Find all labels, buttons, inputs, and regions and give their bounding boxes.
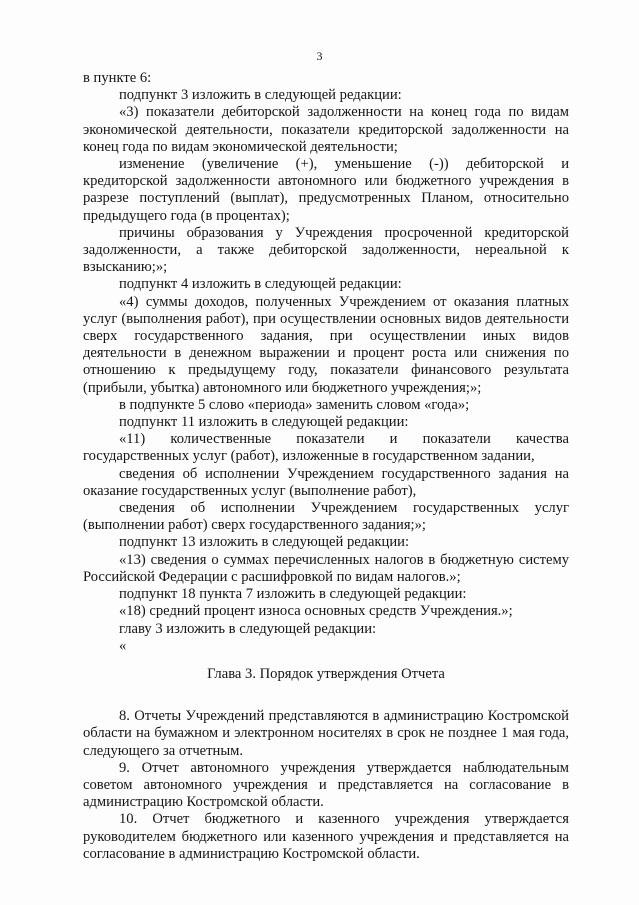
paragraph: главу 3 изложить в следующей редакции:: [119, 620, 377, 637]
opening-quote-mark: «: [119, 637, 127, 654]
paragraph: сведения об исполнении Учреждением государственных услуг (выполнении работ) сверх государственного задания;»;: [83, 500, 569, 534]
paragraph: изменение (увеличение (+), уменьшение (-)) дебиторской и кредиторской задолженности автономного или бюджетного учреждения в разрезе поступлений (выплат), предусмотренных Планом, относительно предыдущего года (в процентах);: [83, 156, 569, 224]
paragraph: сведения об исполнении Учреждением государственного задания на оказание государственных услуг (выполнение работ),: [83, 465, 569, 499]
paragraph: причины образования у Учреждения просроченной кредиторской задолженности, а также дебиторской задолженности, нереальной к взысканию;»;: [83, 224, 569, 276]
paragraph: «3) показатели дебиторской задолженности на конец года по видам экономической деятельности, показатели кредиторской задолженности на конец года по видам экономической деятельности;: [83, 104, 569, 155]
paragraph: подпункт 13 изложить в следующей редакции:: [119, 534, 410, 551]
paragraph: в подпункте 5 слово «периода» заменить словом «года»;: [119, 396, 470, 413]
paragraph: 10. Отчет бюджетного и казенного учреждения утверждается руководителем бюджетного или казенного учреждения и представляется на согласование в администрацию Костромской области.: [83, 811, 569, 862]
paragraph: подпункт 18 пункта 7 изложить в следующей редакции:: [119, 586, 467, 603]
paragraph: «13) сведения о суммах перечисленных налогов в бюджетную систему Российской Федерации с расшифровкой по видам налогов.»;: [83, 551, 569, 585]
paragraph: подпункт 11 изложить в следующей редакции:: [119, 414, 409, 431]
paragraph: 8. Отчеты Учреждений представляются в администрацию Костромской области на бумажном и электронном носителях в срок не позднее 1 мая года, следующего за отчетным.: [83, 708, 569, 759]
paragraph: подпункт 4 изложить в следующей редакции:: [119, 276, 402, 293]
paragraph: 9. Отчет автономного учреждения утверждается наблюдательным советом автономного учреждения и представляется на согласование в администрацию Костромской области.: [83, 759, 569, 811]
paragraph: «11) количественные показатели и показатели качества государственных услуг (работ), изложенные в государственном задании,: [83, 431, 569, 465]
document-body: [83, 70, 569, 863]
page-number: 3: [316, 49, 323, 63]
paragraph: «18) средний процент износа основных средств Учреждения.»;: [119, 603, 513, 620]
chapter-heading: Глава 3. Порядок утверждения Отчета: [207, 665, 445, 682]
paragraph: «4) суммы доходов, полученных Учреждением от оказания платных услуг (выполнения работ), при осуществлении основных видов деятельности сверх государственного задания, при осуществлении иных видов деятельности в денежном выражении и процент роста или снижения по отношению к предыдущему году, показатели финансового результата (прибыли, убытка) автономного или бюджетного учреждения;»;: [83, 293, 569, 396]
paragraph: подпункт 3 изложить в следующей редакции:: [119, 87, 402, 104]
paragraph: в пункте 6:: [83, 70, 152, 86]
